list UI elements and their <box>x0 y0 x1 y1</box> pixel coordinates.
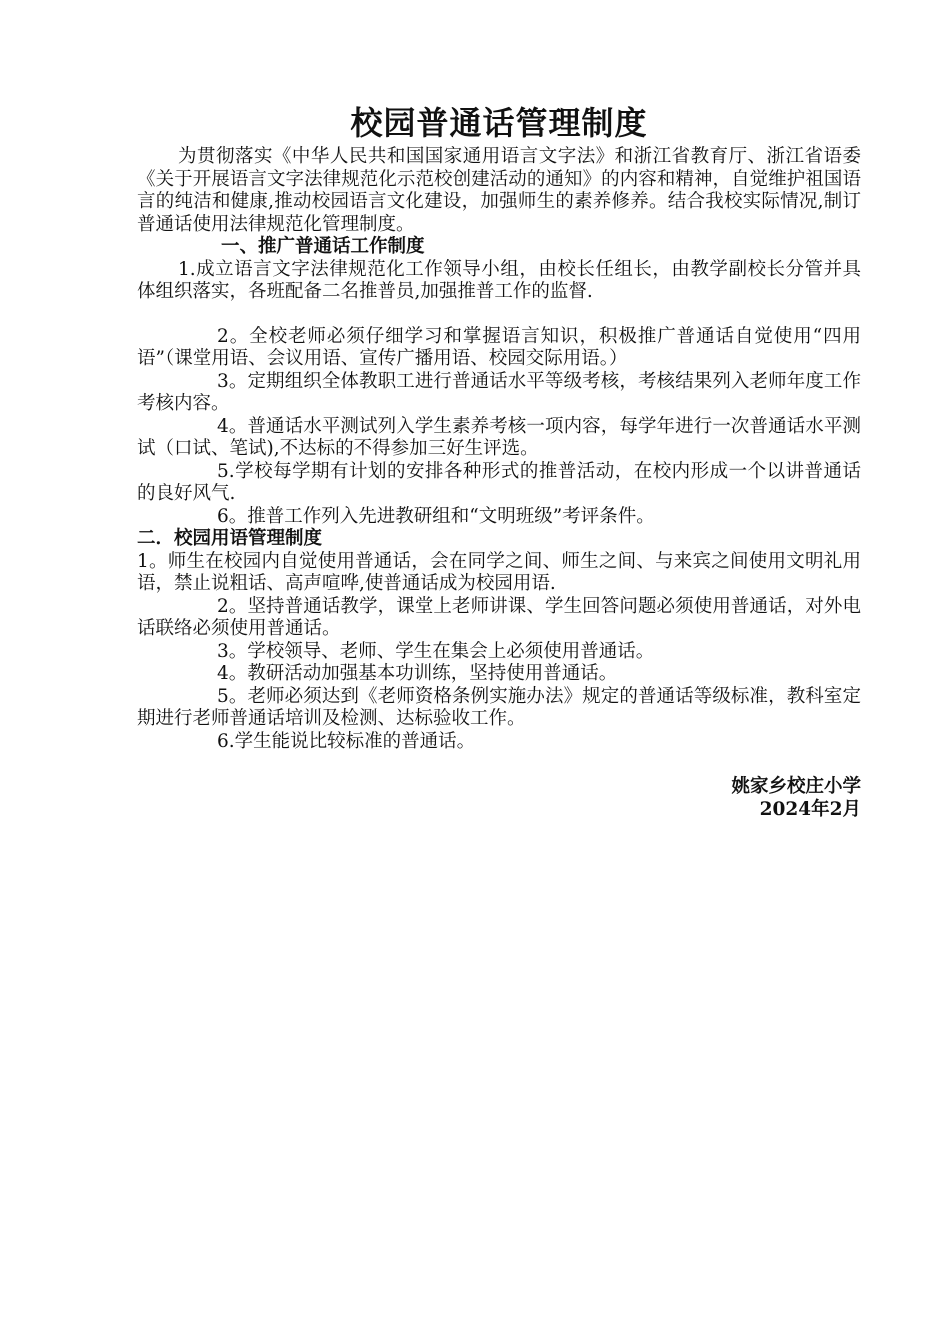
document-page <box>137 100 861 821</box>
signature-date: 2024年2月 <box>759 798 861 820</box>
blank-line <box>137 304 861 326</box>
section-2-item-3: 3。学校领导、老师、学生在集会上必须使用普通话。 <box>217 640 655 662</box>
section-1-item-5: 5.学校每学期有计划的安排各种形式的推普活动，在校内形成一个以讲普通话的良好风气. <box>137 460 861 504</box>
intro-paragraph: 为贯彻落实《中华人民共和国国家通用语言文字法》和浙江省教育厅、浙江省语委《关于开展语言文字法律规范化示范校创建活动的通知》的内容和精神，自觉维护祖国语言的纯洁和健康,推动校园语言文化建设，加强师生的素养修养。结合我校实际情况,制订普通话使用法律规范化管理制度。 <box>137 146 861 235</box>
section-1-item-6: 6。推普工作列入先进教研组和“文明班级”考评条件。 <box>217 505 655 527</box>
section-1-item-4: 4。普通话水平测试列入学生素养考核一项内容，每学年进行一次普通话水平测试（口试、笔试),不达标的不得参加三好生评选。 <box>137 415 861 459</box>
section-2-item-2: 2。坚持普通话教学，课堂上老师讲课、学生回答问题必须使用普通话，对外电话联络必须使用普通话。 <box>137 595 861 639</box>
section-1-item-2: 2。全校老师必须仔细学习和掌握语言知识，积极推广普通话自觉使用“四用语”（课堂用语、会议用语、宣传广播用语、校园交际用语。） <box>137 325 861 369</box>
document-title: 校园普通话管理制度 <box>350 104 648 142</box>
section-1-item-1: 1.成立语言文字法律规范化工作领导小组，由校长任组长，由教学副校长分管并具体组织落实，各班配备二名推普员,加强推普工作的监督. <box>137 258 861 302</box>
section-2-heading: 二．校园用语管理制度 <box>137 528 323 549</box>
section-1-heading: 一、推广普通话工作制度 <box>221 236 425 257</box>
signature-org: 姚家乡校庄小学 <box>731 776 861 797</box>
section-2-item-1: 1。师生在校园内自觉使用普通话，会在同学之间、师生之间、与来宾之间使用文明礼用语，禁止说粗话、高声喧哗,使普通话成为校园用语. <box>137 550 861 594</box>
section-2-item-5: 5。老师必须达到《老师资格条例实施办法》规定的普通话等级标准，教科室定期进行老师普通话培训及检测、达标验收工作。 <box>137 685 861 729</box>
section-2-item-6: 6.学生能说比较标准的普通话。 <box>217 730 476 752</box>
section-1-item-3: 3。定期组织全体教职工进行普通话水平等级考核，考核结果列入老师年度工作考核内容。 <box>137 370 861 414</box>
section-2-item-4: 4。教研活动加强基本功训练，坚持使用普通话。 <box>217 663 618 684</box>
